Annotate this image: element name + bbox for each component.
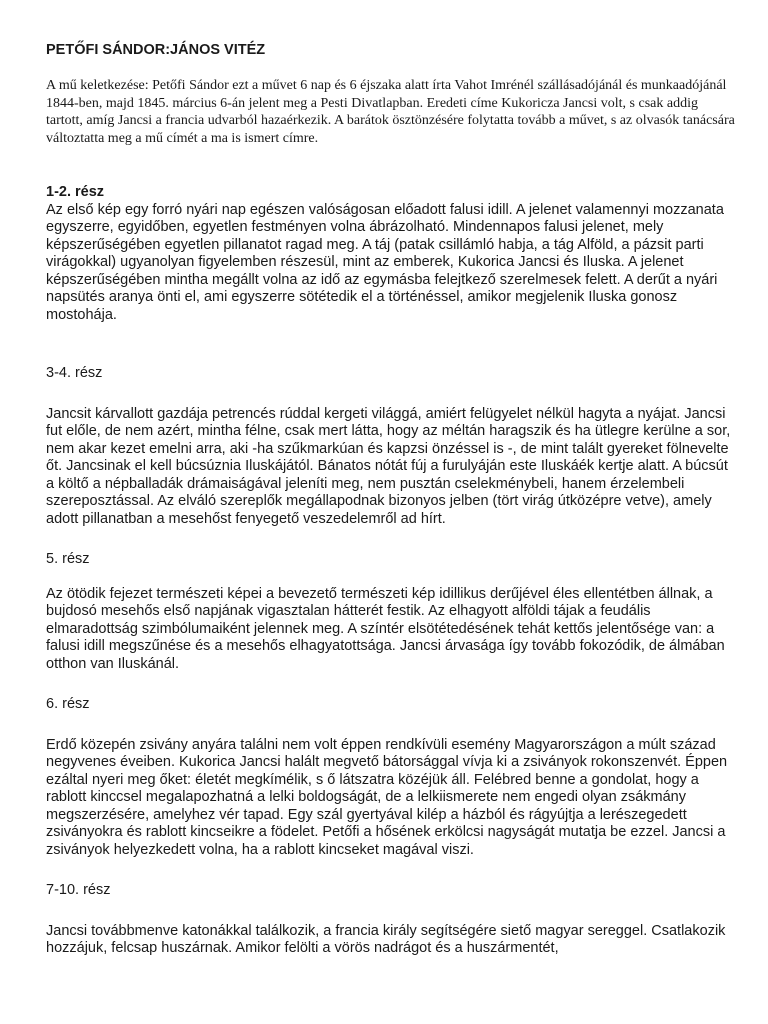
section-paragraph: Jancsit kárvallott gazdája petrencés rúddal kergeti világgá, amiért felügyelet nélkül hagyta a nyájat. Jancsi fut előle, de nem azért, mintha félne, csak mert látta, hogy az méltán haragszik és ha ütlegre kerülne a sor, nem akar kezet emelni arra, aki -ha szűkmarkúan és kapzsi önzéssel is -, de mint talált gyereket fölnevelte őt. Jancsinak el kell búcsúznia Iluskájától. Bánatos nótát fúj a furulyáján este Iluskáék kertje alatt. A búcsút a költő a népballadák drámaiságával jeleníti meg, nem pusztán cselekménybeli, hanem érzelembeli szereposztással. Az elváló szereplők megállapodnak bizonyos jelben (tört virág útközépre vetve), amely adott pillanatban a mesehőst fenyegető veszedelemről ad hírt. <box>46 405 731 527</box>
section-heading: 1-2. rész <box>46 184 105 200</box>
section-paragraph: Az első kép egy forró nyári nap egészen valóságosan előadott falusi idill. A jelenet valamennyi mozzanata egyszerre, egyidőben, egyetlen festményen volna ábrázolható. Mindennapos falusi jelenet, mely képszerűségében egyetlen pillanatot ragad meg. A táj (patak csillámló habja, a tág Alföld, a pázsit parti virágokkal) ugyanolyan figyelemben részesül, mint az emberek, Kukorica Jancsi és Iluska. A jelenet képszerűségében mintha megállt volna az idő az egymásba felejtkező szerelmesek felett. A derűt a nyári napsütés aranya önti el, ami egyszerre sötétedik el a történéssel, amikor megjelenik Iluska gonosz mostohája. <box>46 201 724 323</box>
intro-paragraph: A mű keletkezése: Petőfi Sándor ezt a művet 6 nap és 6 éjszaka alatt írta Vahot Imrénél szállásadójánál és munkaadójánál 1844-ben, majd 1845. március 6-án jelent meg a Pesti Divatlapban. Eredeti címe Kukoricza Jancsi volt, s csak addig tartott, amíg Jancsi a francia udvarból hazaérkezik. A barátok ösztönzésére folytatta tovább a művet, s az olvasók tanácsára változtatta meg a mű címét a ma is ismert címre. <box>46 78 735 146</box>
section-heading: 7-10. rész <box>46 882 111 898</box>
section-paragraph: Az ötödik fejezet természeti képei a bevezető természeti kép idillikus derűjével éles ellentétben állnak, a bujdosó mesehős első napjának vigasztalan hátterét festik. Az elhagyott alföldi tájak a feudális elmaradottság szimbólumaiként jelennek meg. A színtér elsötétedésének tehát kettős jelentősége van: a falusi idill megszűnése és a mesehős elhagyatottsága. Jancsi árvasága így tovább fokozódik, de álmában otthon van Iluskánál. <box>46 585 725 672</box>
document-title: PETŐFI SÁNDOR:JÁNOS VITÉZ <box>46 42 266 58</box>
section-heading: 3-4. rész <box>46 365 103 381</box>
section-paragraph: Erdő közepén zsivány anyára találni nem volt éppen rendkívüli esemény Magyarországon a múlt század negyvenes éveiben. Kukorica Jancsi halált megvető bátorsággal vívja ki a zsiványok rokonszenvét. Éppen ezáltal nyeri meg őket: életét megkímélik, s ő látszatra közéjük áll. Felébred benne a gondolat, hogy a rablott kinccsel megalapozhatná a lelki boldogságát, de a lelkiismerete nem engedi olyan zsákmány megszerzésére, amelyhez vér tapad. Egy szál gyertyával kilép a házból és rágyújtja a lerészegedett zsiványokra és rablott kincseikre a födelet. Petőfi a hősének erkölcsi nagyságát mutatja be ezzel. Jancsi a zsiványok helyezkedett volna, ha a rablott kincseket magával viszi. <box>46 736 728 858</box>
section-paragraph: Jancsi továbbmenve katonákkal találkozik, a francia király segítségére siető magyar sereggel. Csatlakozik hozzájuk, felcsap huszárnak. Amikor felölti a vörös nadrágot és a huszármentét, <box>46 922 726 956</box>
section-heading: 5. rész <box>46 551 90 567</box>
section-heading: 6. rész <box>46 696 90 712</box>
document-page <box>46 40 736 958</box>
